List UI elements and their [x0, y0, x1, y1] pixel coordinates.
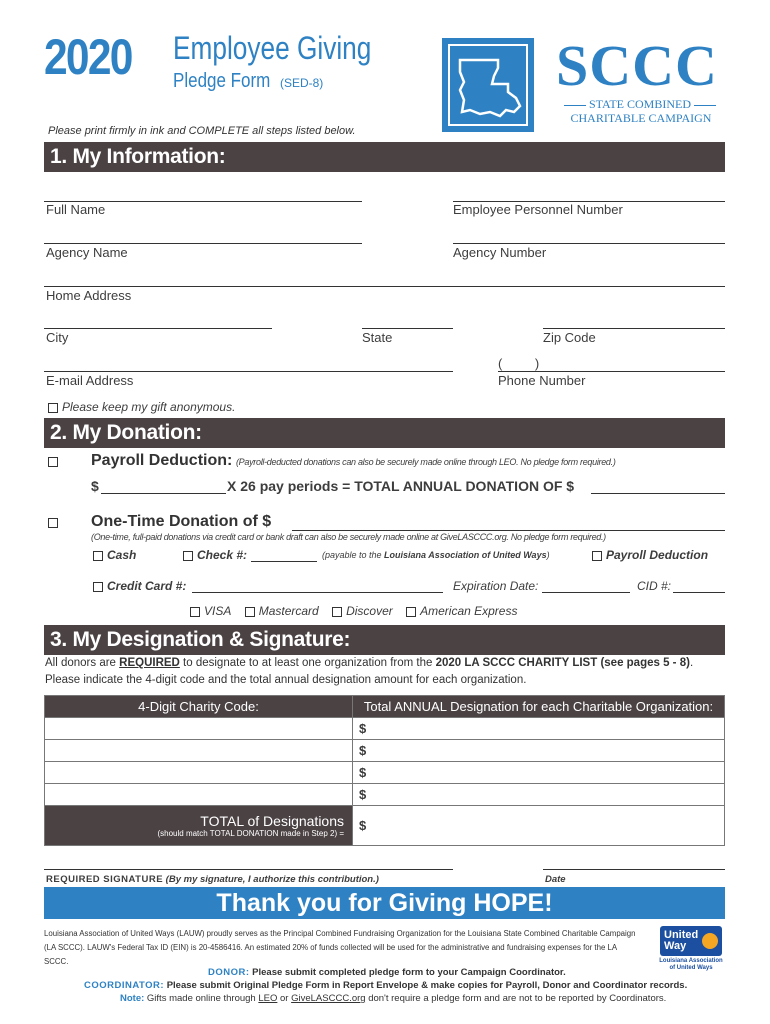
instr-pre: All donors are: [45, 657, 120, 669]
amount-cell[interactable]: $: [353, 740, 725, 762]
sccc-logo: SCCC: [556, 33, 718, 98]
header-year: 2020: [44, 29, 132, 85]
credit-card-option[interactable]: [93, 579, 186, 593]
fine-print-1: Louisiana Association of United Ways (LAUW) proudly serves as the Principal Combined Fundraising Organization for the Louisiana State Combined Charitable Campaign: [44, 929, 636, 938]
charity-code-cell[interactable]: [45, 762, 353, 784]
donor-text: Please submit completed pledge form to your Campaign Coordinator.: [252, 967, 566, 978]
phone-label: Phone Number: [498, 373, 586, 388]
phone-parens: ( ): [498, 356, 540, 371]
thank-you-banner: Thank you for Giving HOPE!: [44, 887, 725, 919]
check-note: [322, 550, 550, 560]
total-amount-cell[interactable]: $: [353, 806, 725, 846]
note-pre: Gifts made online through: [146, 993, 259, 1004]
card-discover: Discover: [346, 604, 393, 618]
zip-label: Zip Code: [543, 330, 596, 345]
designation-table: [44, 695, 725, 846]
agency-number-label: Agency Number: [453, 245, 547, 260]
anonymous-checkbox[interactable]: [48, 403, 58, 413]
coordinator-instructions: [84, 980, 687, 991]
designation-instructions-1: [45, 657, 693, 669]
card-amex: American Express: [420, 604, 518, 618]
table-header-row: [45, 696, 725, 718]
personnel-number-label: Employee Personnel Number: [453, 202, 623, 217]
credit-card-checkbox[interactable]: [93, 582, 103, 592]
full-name-label: Full Name: [46, 202, 106, 217]
table-row[interactable]: [45, 762, 725, 784]
onetime-note: (One-time, full-paid donations via credit card or bank draft can also be securely made online at GiveLASCCC.org. No pledge form required.): [91, 532, 606, 542]
note-post: don't require a pledge form and are not to be reported by Coordinators.: [365, 993, 667, 1004]
instruction-text: Please print firmly in ink and COMPLETE all steps listed below.: [48, 125, 356, 137]
sccc-logo-sub2: CHARITABLE CAMPAIGN: [570, 111, 712, 125]
designation-instructions-2: Please indicate the 4-digit code and the total annual designation amount for each organization.: [45, 674, 527, 686]
uw-caption-1: Louisiana Association: [659, 958, 723, 964]
date-label: Date: [545, 874, 566, 885]
payroll-deduction-checkbox[interactable]: [592, 551, 602, 561]
note-or: or: [277, 993, 292, 1004]
sccc-sub1-text: STATE COMBINED: [588, 97, 692, 111]
donor-label: DONOR:: [208, 967, 250, 978]
note-label: Note:: [120, 993, 145, 1004]
check-note-post: ): [546, 550, 550, 560]
agency-name-label: Agency Name: [46, 245, 128, 260]
donor-instructions: [208, 967, 566, 978]
form-code: (SED-8): [279, 76, 324, 90]
visa-checkbox[interactable]: [190, 607, 200, 617]
payroll-deduction-label: Payroll Deduction: [606, 548, 709, 562]
email-label: E-mail Address: [46, 373, 134, 388]
sun-icon: [702, 933, 718, 949]
uw-logo-line2: Way: [664, 940, 687, 952]
cash-label: Cash: [107, 548, 137, 562]
uw-caption: [655, 958, 727, 972]
header-subtitle: [173, 70, 323, 93]
signature-label-row: [46, 874, 379, 885]
charity-code-cell[interactable]: [45, 784, 353, 806]
city-label: City: [46, 330, 69, 345]
home-address-label: Home Address: [46, 288, 132, 303]
louisiana-map-logo: [442, 38, 534, 132]
amount-cell[interactable]: $: [353, 718, 725, 740]
section-2-header: 2. My Donation:: [44, 418, 725, 448]
check-note-pre: (payable to the: [322, 550, 385, 560]
anonymous-label: Please keep my gift anonymous.: [62, 400, 236, 414]
onetime-title: One-Time Donation of $: [91, 513, 272, 530]
card-type-row: [190, 604, 517, 618]
onetime-checkbox[interactable]: [48, 518, 58, 528]
credit-card-label: Credit Card #:: [107, 579, 187, 593]
fine-print: [44, 927, 642, 969]
payroll-deduction-option[interactable]: [592, 548, 708, 562]
cid-label: CID #:: [637, 579, 672, 593]
table-row[interactable]: [45, 718, 725, 740]
payroll-row: [91, 452, 616, 470]
uw-caption-2: of United Ways: [669, 965, 713, 971]
mastercard-checkbox[interactable]: [245, 607, 255, 617]
coordinator-label: COORDINATOR:: [84, 980, 165, 991]
anonymous-checkbox-row[interactable]: [48, 400, 235, 414]
header-title: Employee Giving: [173, 30, 372, 66]
card-visa: VISA: [204, 604, 232, 618]
louisiana-icon: [450, 46, 530, 128]
charity-code-cell[interactable]: [45, 740, 353, 762]
amount-cell[interactable]: $: [353, 784, 725, 806]
col-annual-designation: Total ANNUAL Designation for each Charitable Organization:: [353, 696, 725, 718]
check-checkbox[interactable]: [183, 551, 193, 561]
charity-code-cell[interactable]: [45, 718, 353, 740]
payroll-note: (Payroll-deducted donations can also be securely made online through LEO. No pledge form required.): [235, 457, 616, 467]
amount-cell[interactable]: $: [353, 762, 725, 784]
payroll-dollar: $: [91, 478, 99, 494]
table-row[interactable]: [45, 740, 725, 762]
section-3-header: 3. My Designation & Signature:: [44, 625, 725, 655]
table-row[interactable]: [45, 784, 725, 806]
instr-mid: to designate to at least one organization from the: [179, 657, 436, 669]
coordinator-text: Please submit Original Pledge Form in Report Envelope & make copies for Payroll, Donor and Coordinator records.: [166, 980, 688, 991]
online-note: [120, 993, 666, 1004]
col-charity-code: 4-Digit Charity Code:: [45, 696, 353, 718]
expiration-label: Expiration Date:: [453, 579, 539, 593]
total-note: (should match TOTAL DONATION made in Step 2) =: [157, 829, 344, 838]
uw-logo-line1: United: [664, 929, 699, 941]
card-mastercard: Mastercard: [258, 604, 319, 618]
header-subtitle-text: Pledge Form: [173, 70, 271, 92]
fine-print-2: (LA SCCC). LAUW's Federal Tax ID (EIN) is 20-4586416. An estimated 20% of funds collected will be used for the administrative and fundraising expenses for the LA SCCC.: [44, 943, 617, 966]
check-label: Check #:: [197, 548, 248, 562]
check-note-org: Louisiana Association of United Ways: [384, 550, 547, 560]
discover-checkbox[interactable]: [332, 607, 342, 617]
instr-required: REQUIRED: [119, 657, 180, 669]
leo-link[interactable]: LEO: [258, 993, 278, 1004]
total-label: TOTAL of Designations: [200, 813, 344, 829]
state-label: State: [362, 330, 393, 345]
total-row: [45, 806, 725, 846]
amex-checkbox[interactable]: [406, 607, 416, 617]
cash-checkbox[interactable]: [93, 551, 103, 561]
total-label-cell: [45, 806, 353, 846]
payroll-title: Payroll Deduction:: [91, 452, 233, 469]
united-way-logo: [660, 926, 722, 956]
check-option[interactable]: [183, 548, 247, 562]
instr-charity-list: 2020 LA SCCC CHARITY LIST (see pages 5 - 8): [435, 657, 690, 669]
givelasccc-link[interactable]: GiveLASCCC.org: [291, 993, 366, 1004]
signature-note: (By my signature, I authorize this contribution.): [165, 874, 379, 885]
payroll-formula: X 26 pay periods = TOTAL ANNUAL DONATION OF $: [227, 478, 575, 494]
cash-option[interactable]: [93, 548, 136, 562]
payroll-checkbox[interactable]: [48, 457, 58, 467]
instr-end: .: [689, 657, 694, 669]
section-1-header: 1. My Information:: [44, 142, 725, 172]
sccc-logo-sub1: [560, 97, 720, 112]
signature-label: REQUIRED SIGNATURE: [46, 874, 164, 885]
